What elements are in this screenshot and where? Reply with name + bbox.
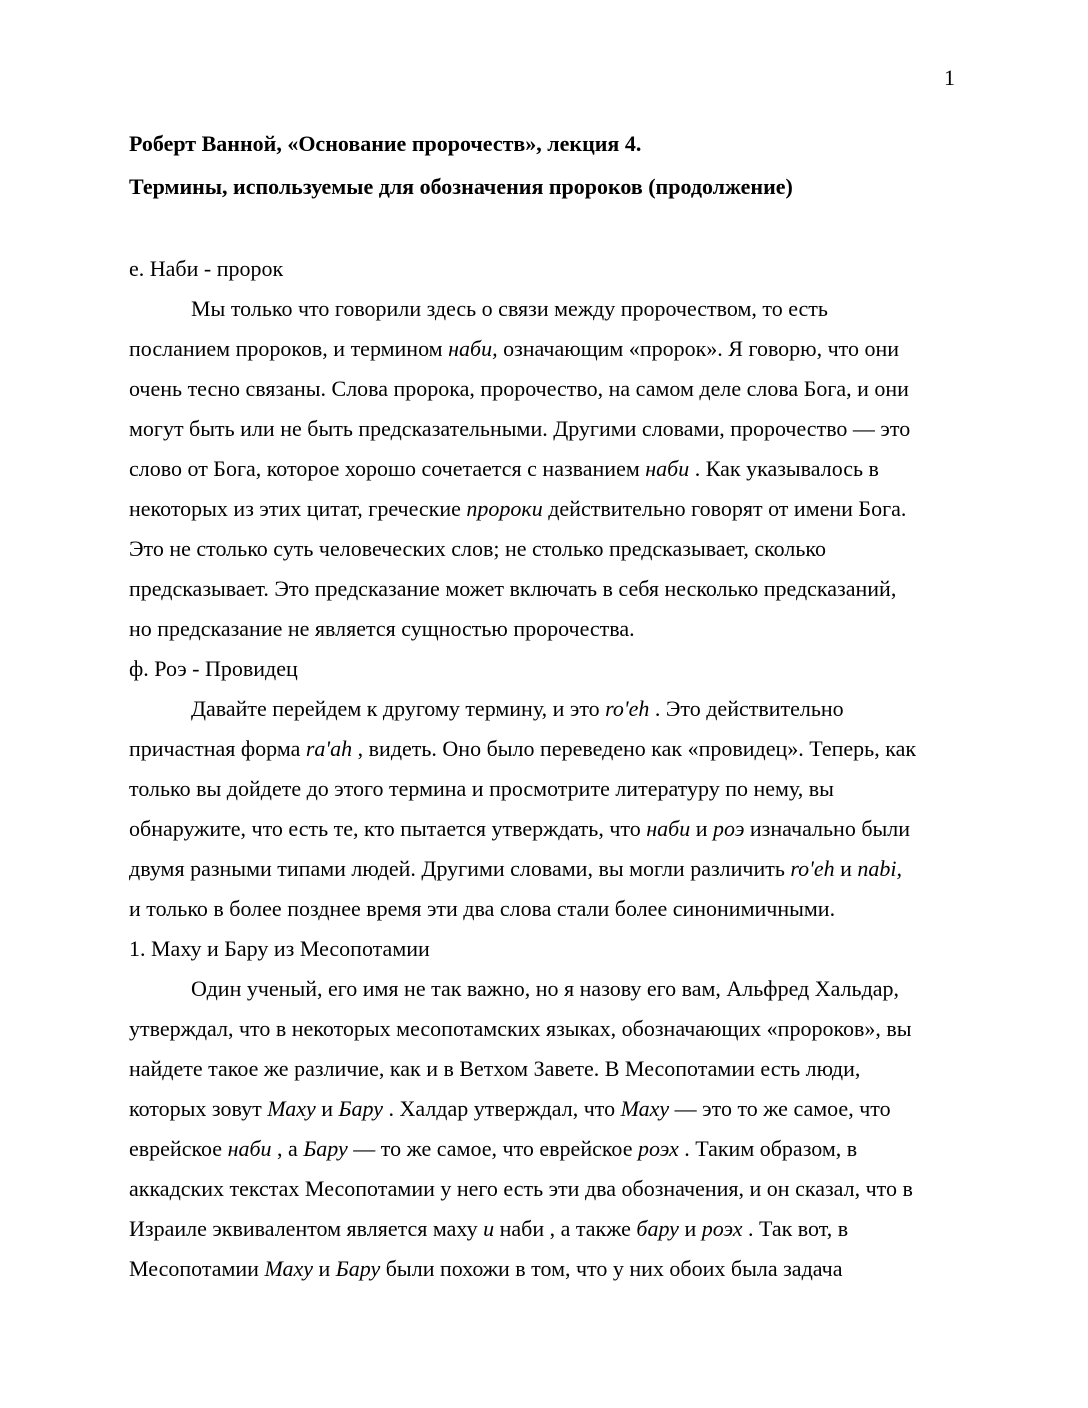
text-run: и — [315, 1096, 339, 1121]
text-run: которых зовут — [129, 1096, 268, 1121]
paragraph-line: утверждал, что в некоторых месопотамских языках, обозначающих «пророков», вы — [129, 1016, 912, 1041]
paragraph-line: аккадских текстах Месопотамии у него есть эти два обозначения, и он сказал, что в — [129, 1176, 913, 1201]
paragraph-line: Мы только что говорили здесь о связи между пророчеством, то есть — [191, 296, 828, 321]
italic-term: наби — [227, 1136, 272, 1161]
paragraph-line: но предсказание не является сущностью пророчества. — [129, 616, 635, 641]
paragraph-line: очень тесно связаны. Слова пророка, пророчество, на самом деле слова Бога, и они — [129, 376, 909, 401]
text-run: — это то же самое, что — [669, 1096, 891, 1121]
text-run: и — [690, 816, 713, 841]
paragraph-line — [129, 1215, 969, 1255]
paragraph-line: найдете такое же различие, как и в Ветхом Завете. В Месопотамии есть люди, — [129, 1056, 861, 1081]
text-run: Давайте перейдем к другому термину, и это — [191, 696, 606, 721]
italic-term: ro'eh — [605, 696, 650, 721]
text-run: — то же самое, что еврейское — [347, 1136, 638, 1161]
text-run: обнаружите, что есть те, кто пытается утверждать, что — [129, 816, 647, 841]
text-run: . Это действительно — [649, 696, 844, 721]
paragraph-line — [129, 335, 969, 375]
paragraph-line — [129, 1255, 969, 1295]
italic-term: ra'ah — [305, 736, 353, 761]
body-text — [129, 255, 969, 1295]
text-run: , видеть. Оно было переведено как «провидец». Теперь, как — [352, 736, 917, 761]
lecture-subtitle: Термины, используемые для обозначения пророков (продолжение) — [129, 174, 793, 199]
paragraph-line — [129, 815, 969, 855]
paragraph-line — [129, 855, 969, 895]
italic-term: наби, — [448, 336, 498, 361]
italic-term: Бару — [335, 1256, 381, 1281]
italic-term: наби — [645, 456, 690, 481]
text-run: означающим «пророк». Я говорю, что они — [497, 336, 900, 361]
text-run: слово от Бога, которое хорошо сочетается с названием — [129, 456, 646, 481]
paragraph-line — [129, 495, 969, 535]
text-run: Месопотамии — [129, 1256, 265, 1281]
paragraph-line: и только в более позднее время эти два слова стали более синонимичными. — [129, 896, 836, 921]
paragraph-line — [129, 1095, 969, 1135]
italic-term: роэх — [701, 1216, 743, 1241]
italic-term: и — [483, 1216, 495, 1241]
paragraph-line: предсказывает. Это предсказание может включать в себя несколько предсказаний, — [129, 576, 897, 601]
text-run: изначально были — [744, 816, 911, 841]
text-run: и — [678, 1216, 702, 1241]
italic-term: Маху — [267, 1096, 316, 1121]
paragraph-line: могут быть или не быть предсказательными. Другими словами, пророчество — это — [129, 416, 911, 441]
text-run: , а — [271, 1136, 304, 1161]
text-run: и — [834, 856, 858, 881]
page-number: 1 — [944, 65, 955, 90]
section-heading: ф. Роэ - Провидец — [129, 656, 298, 681]
text-run: Израиле эквивалентом является маху — [129, 1216, 484, 1241]
section-heading: е. Наби - пророк — [129, 256, 284, 281]
paragraph-line: только вы дойдете до этого термина и просмотрите литературу по нему, вы — [129, 776, 834, 801]
paragraph-line: Это не столько суть человеческих слов; не столько предсказывает, сколько — [129, 536, 826, 561]
section-heading: 1. Маху и Бару из Месопотамии — [129, 936, 430, 961]
text-run: двумя разными типами людей. Другими словами, вы могли различить — [129, 856, 791, 881]
text-run: . Как указывалось в — [689, 456, 879, 481]
text-run: посланием пророков, и термином — [129, 336, 449, 361]
paragraph-line — [129, 695, 969, 735]
paragraph-line — [129, 1135, 969, 1175]
italic-term: наби — [646, 816, 691, 841]
text-run: действительно говорят от имени Бога. — [542, 496, 907, 521]
italic-term: роэх — [637, 1136, 679, 1161]
text-run: еврейское — [129, 1136, 228, 1161]
text-run: причастная форма — [129, 736, 306, 761]
paragraph-line: Один ученый, его имя не так важно, но я назову его вам, Альфред Хальдар, — [191, 976, 900, 1001]
italic-term: Бару — [303, 1136, 348, 1161]
text-run: . Халдар утверждал, что — [382, 1096, 621, 1121]
italic-term: Маху — [264, 1256, 313, 1281]
italic-term: бару — [636, 1216, 679, 1241]
paragraph-line — [129, 735, 969, 775]
italic-term: nabi, — [857, 856, 903, 881]
lecture-title: Роберт Ванной, «Основание пророчеств», лекция 4. — [129, 131, 642, 156]
italic-term: пророки — [466, 496, 543, 521]
text-run: . Так вот, в — [742, 1216, 849, 1241]
text-run: наби , а также — [494, 1216, 637, 1241]
italic-term: ro'eh — [790, 856, 835, 881]
italic-term: Бару — [338, 1096, 383, 1121]
text-run: . Таким образом, в — [678, 1136, 858, 1161]
italic-term: роэ — [712, 816, 745, 841]
text-run: некоторых из этих цитат, греческие — [129, 496, 467, 521]
italic-term: Маху — [620, 1096, 670, 1121]
text-run: и — [313, 1256, 336, 1281]
text-run: были похожи в том, что у них обоих была задача — [380, 1256, 843, 1281]
paragraph-line — [129, 455, 969, 495]
